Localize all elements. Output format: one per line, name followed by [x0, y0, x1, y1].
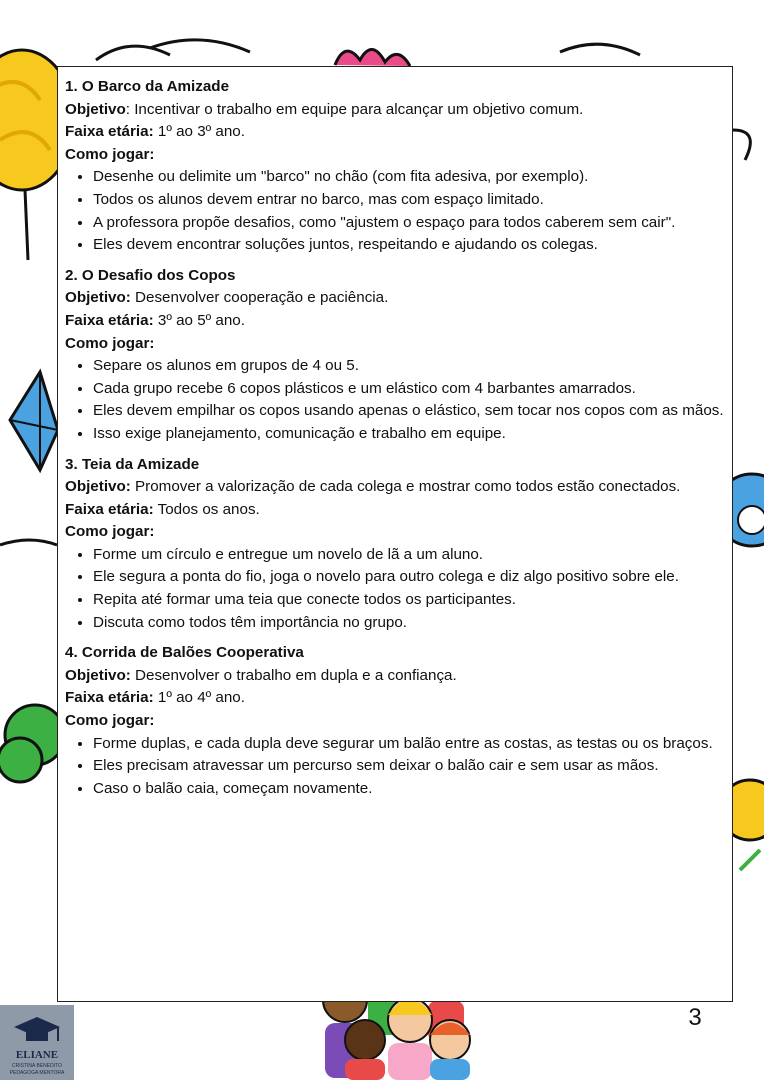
steps-list [65, 544, 726, 634]
page-number: 3 [688, 1004, 702, 1031]
objective-line [65, 99, 726, 122]
howto-label: Como jogar: [65, 334, 155, 352]
age-line [65, 121, 726, 144]
content-box [57, 66, 733, 1002]
step-item: • Isso exige planejamento, comunicação e trabalho em equipe. [93, 423, 726, 446]
activity-title: 4. Corrida de Balões Cooperativa [65, 644, 304, 662]
objective-line [65, 665, 726, 688]
step-item: • Desenhe ou delimite um "barco" no chão (com fita adesiva, por exemplo). [93, 166, 726, 189]
logo-name: ELIANE [15, 1049, 59, 1061]
logo-line2: PEDAGOGA MENTORA [9, 1070, 65, 1076]
step-item: • Separe os alunos em grupos de 4 ou 5. [93, 355, 726, 378]
age-text: 3º ao 5º ano. [153, 311, 245, 329]
age-line [65, 499, 726, 522]
age-label: Faixa etária: [65, 123, 154, 141]
age-line [65, 687, 726, 710]
activity-barco-da-amizade [65, 76, 726, 257]
step-item: • Eles devem empilhar os copos usando apenas o elástico, sem tocar nos copos com as mãos. [93, 400, 726, 423]
step-item: • Forme um círculo e entregue um novelo de lã a um aluno. [93, 544, 726, 567]
objective-line [65, 476, 726, 499]
objective-line [65, 287, 726, 310]
author-logo [0, 1005, 74, 1080]
howto-label: Como jogar: [65, 523, 155, 541]
objective-text: Desenvolver o trabalho em dupla e a confiança. [130, 666, 457, 684]
steps-list [65, 733, 726, 801]
age-label: Faixa etária: [65, 311, 154, 329]
objective-label: Objetivo: [65, 666, 131, 684]
objective-text: : Incentivar o trabalho em equipe para alcançar um objetivo comum. [125, 100, 584, 118]
age-text: 1º ao 3º ano. [153, 123, 245, 141]
activity-title: 3. Teia da Amizade [65, 455, 200, 473]
objective-text: Promover a valorização de cada colega e mostrar como todos estão conectados. [130, 478, 681, 496]
howto-label: Como jogar: [65, 712, 155, 730]
objective-label: Objetivo: [65, 478, 131, 496]
howto-label: Como jogar: [65, 145, 155, 163]
step-item: • Caso o balão caia, começam novamente. [93, 778, 726, 801]
activity-corrida-de-baloes [65, 642, 726, 800]
objective-text: Desenvolver cooperação e paciência. [130, 289, 389, 307]
graduation-cap-icon [0, 1013, 74, 1053]
age-text: 1º ao 4º ano. [153, 689, 245, 707]
objective-label: Objetivo [65, 100, 126, 118]
step-item: • Eles devem encontrar soluções juntos, respeitando e ajudando os colegas. [93, 234, 726, 257]
age-text: Todos os anos. [153, 500, 260, 518]
age-label: Faixa etária: [65, 500, 154, 518]
objective-label: Objetivo: [65, 289, 131, 307]
step-item: • Todos os alunos devem entrar no barco, mas com espaço limitado. [93, 189, 726, 212]
logo-line1: CRISTINA BENEDITO [12, 1063, 62, 1069]
steps-list [65, 355, 726, 445]
step-item: • Cada grupo recebe 6 copos plásticos e um elástico com 4 barbantes amarrados. [93, 378, 726, 401]
activity-teia-da-amizade [65, 454, 726, 635]
steps-list [65, 166, 726, 256]
step-item: • Forme duplas, e cada dupla deve segurar um balão entre as costas, as testas ou os braços. [93, 733, 726, 756]
step-item: • Eles precisam atravessar um percurso sem deixar o balão cair e sem usar as mãos. [93, 755, 726, 778]
step-item: • Discuta como todos têm importância no grupo. [93, 612, 726, 635]
age-line [65, 310, 726, 333]
step-item: • Repita até formar uma teia que conecte todos os participantes. [93, 589, 726, 612]
activity-title: 1. O Barco da Amizade [65, 78, 230, 95]
activity-title: 2. O Desafio dos Copos [65, 266, 236, 284]
activity-desafio-dos-copos [65, 265, 726, 446]
step-item: • Ele segura a ponta do fio, joga o novelo para outro colega e diz algo positivo sobre ele. [93, 566, 726, 589]
age-label: Faixa etária: [65, 689, 154, 707]
step-item: • A professora propõe desafios, como "ajustem o espaço para todos caberem sem cair". [93, 212, 726, 235]
